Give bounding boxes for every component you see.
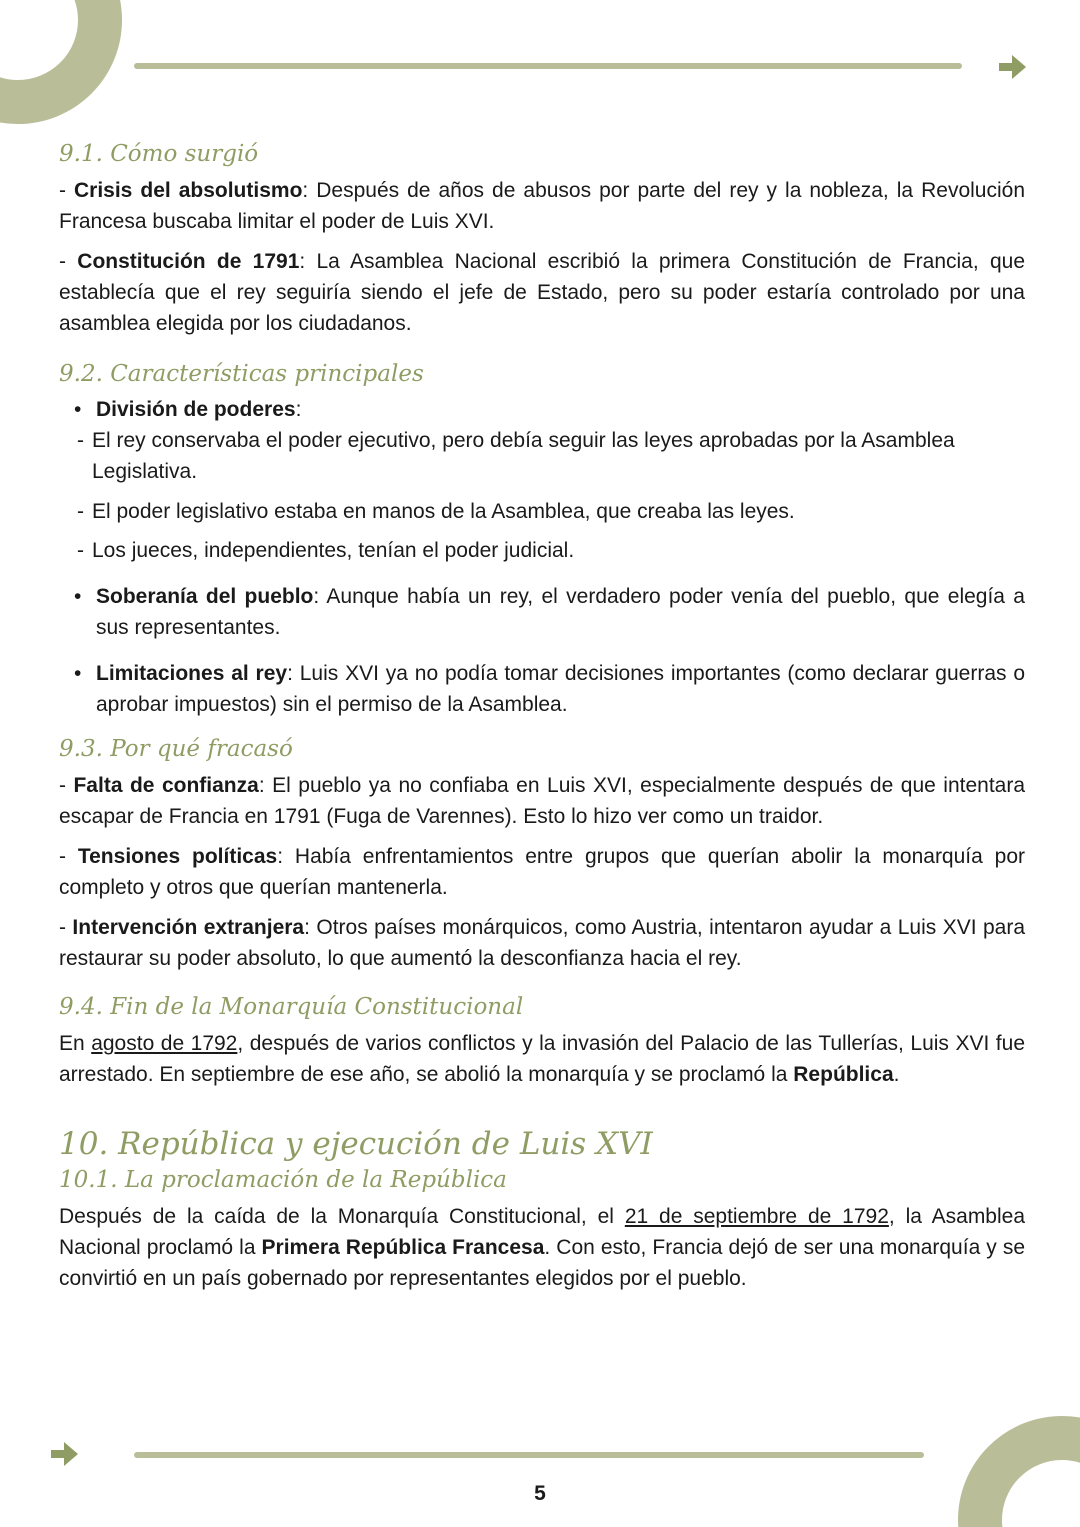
- list-item: - Los jueces, independientes, tenían el poder judicial.: [77, 539, 575, 562]
- arrow-right-icon: [47, 1437, 81, 1471]
- bullet-icon: •: [74, 662, 82, 685]
- list-item: • Limitaciones al rey: Luis XVI ya no podía tomar decisiones importantes (como declarar guerras o aprobar impuestos) sin el permiso de la Asamblea.: [59, 658, 1025, 720]
- list-item: • División de poderes:: [59, 394, 1025, 425]
- header-rule: [134, 63, 962, 69]
- section-9-3-title: 9.3. Por qué fracasó: [59, 736, 293, 762]
- paragraph-intervencion: - Intervención extranjera: Otros países monárquicos, como Austria, intentaron ayudar a Luis XVI para restaurar su poder absoluto, lo que aumentó la desconfianza hacia el rey.: [59, 916, 1025, 970]
- page-content: [59, 138, 1025, 1294]
- section-9-1-title: 9.1. Cómo surgió: [59, 141, 259, 167]
- corner-ring-bottom-right: [950, 1405, 1080, 1527]
- section-9-4-title: 9.4. Fin de la Monarquía Constitucional: [59, 994, 524, 1020]
- corner-ring-top-left: [0, 0, 130, 135]
- list-item: • Soberanía del pueblo: Aunque había un rey, el verdadero poder venía del pueblo, que elegía a sus representantes.: [59, 581, 1025, 643]
- section-10-1-title: 10.1. La proclamación de la República: [59, 1167, 507, 1193]
- section-10-title: 10. República y ejecución de Luis XVI: [59, 1126, 653, 1162]
- list-item: - El rey conservaba el poder ejecutivo, pero debía seguir las leyes aprobadas por la Asamblea Legislativa.: [77, 429, 955, 483]
- footer-rule: [134, 1452, 924, 1458]
- page-number: 5: [534, 1482, 546, 1505]
- paragraph-tensiones: - Tensiones políticas: Había enfrentamientos entre grupos que querían abolir la monarquía por completo y otros que querían mantenerla.: [59, 845, 1026, 899]
- paragraph-crisis: - Crisis del absolutismo: Después de años de abusos por parte del rey y la nobleza, la Revolución Francesa buscaba limitar el poder de Luis XVI.: [59, 179, 1026, 233]
- paragraph-proclamacion: Después de la caída de la Monarquía Constitucional, el 21 de septiembre de 1792, la Asamblea Nacional proclamó la Primera República Francesa. Con esto, Francia dejó de ser una monarquía y se convirtió en un país gobernado por representantes elegidos por el pueblo.: [59, 1205, 1026, 1290]
- paragraph-falta-confianza: - Falta de confianza: El pueblo ya no confiaba en Luis XVI, especialmente después de que intentara escapar de Francia en 1791 (Fuga de Varennes). Esto lo hizo ver como un traidor.: [59, 774, 1026, 828]
- bullet-icon: •: [74, 585, 82, 608]
- list-item: - El poder legislativo estaba en manos de la Asamblea, que creaba las leyes.: [77, 500, 795, 523]
- section-9-2-title: 9.2. Características principales: [59, 361, 424, 387]
- bullet-icon: •: [74, 398, 82, 421]
- paragraph-fin-monarquia: En agosto de 1792, después de varios conflictos y la invasión del Palacio de las Tullerías, Luis XVI fue arrestado. En septiembre de ese año, se abolió la monarquía y se proclamó la República.: [59, 1032, 1026, 1086]
- arrow-right-icon: [995, 50, 1029, 84]
- paragraph-constitucion: - Constitución de 1791: La Asamblea Nacional escribió la primera Constitución de Francia, que establecía que el rey seguiría siendo el jefe de Estado, pero su poder estaría controlado por una asamblea elegida por los ciudadanos.: [59, 250, 1026, 335]
